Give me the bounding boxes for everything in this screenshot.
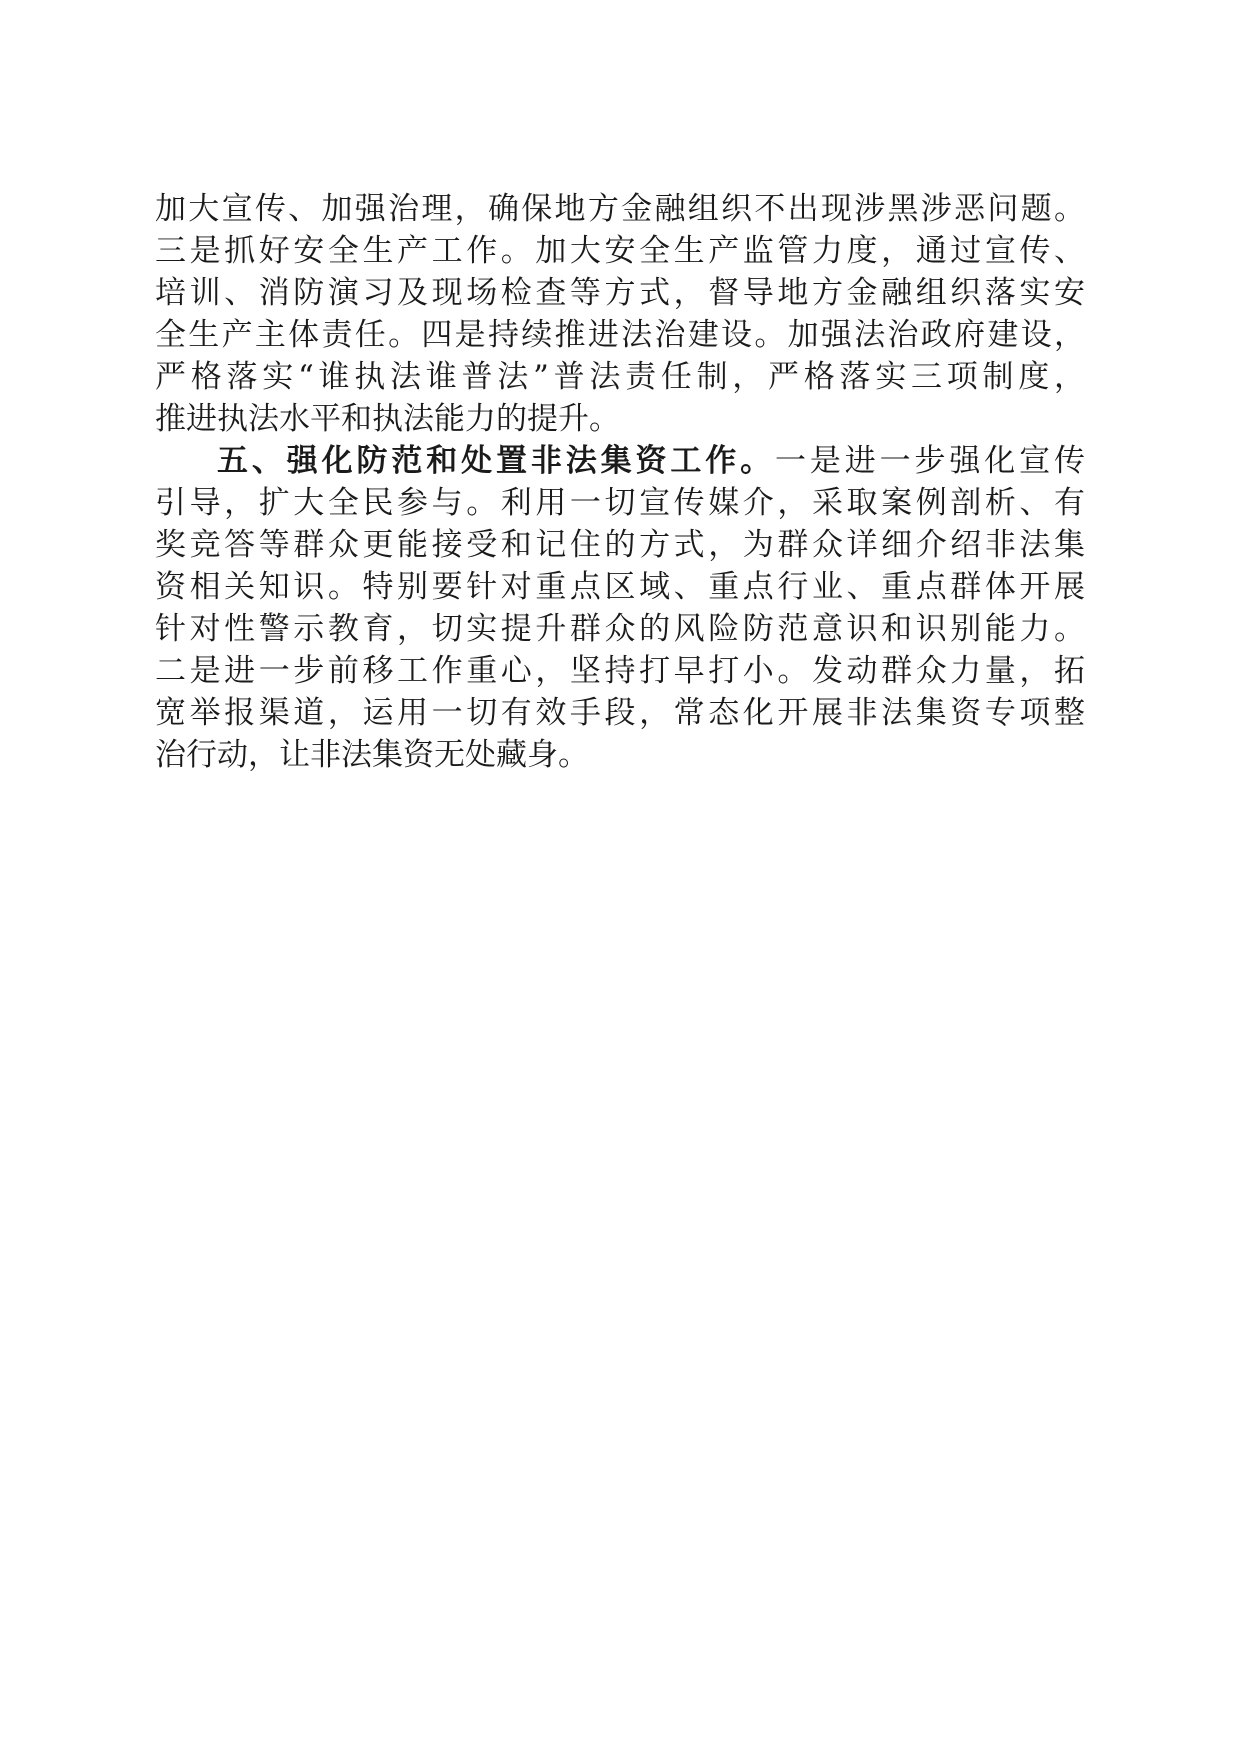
text-line: 推进执法水平和执法能力的提升。 [155,401,620,437]
paragraph-1 [155,188,1085,440]
text-line: 二是进一步前移工作重心，坚持打早打小。发动群众力量，拓 [155,653,1085,689]
text-line [155,440,1085,482]
text-line: 加大宣传、加强治理，确保地方金融组织不出现涉黑涉恶问题。 [155,191,1085,227]
section-heading: 五、强化防范和处置非法集资工作。 [217,443,775,479]
text-line: 资相关知识。特别要针对重点区域、重点行业、重点群体开展 [155,569,1085,605]
text-line: 奖竞答等群众更能接受和记住的方式，为群众详细介绍非法集 [155,527,1085,563]
text-line: 培训、消防演习及现场检查等方式，督导地方金融组织落实安 [155,275,1085,311]
text-line: 宽举报渠道，运用一切有效手段，常态化开展非法集资专项整 [155,695,1085,731]
text-line: 严格落实“谁执法谁普法”普法责任制，严格落实三项制度， [155,359,1085,395]
text-line: 三是抓好安全生产工作。加大安全生产监管力度，通过宣传、 [155,233,1085,269]
text-line: 治行动，让非法集资无处藏身。 [155,737,589,773]
heading-line-rest: 一是进一步强化宣传 [775,443,1085,479]
body-text [155,188,1085,776]
paragraph-2 [155,440,1085,776]
text-line: 针对性警示教育，切实提升群众的风险防范意识和识别能力。 [155,611,1085,647]
text-line: 引导，扩大全民参与。利用一切宣传媒介，采取案例剖析、有 [155,485,1085,521]
text-line: 全生产主体责任。四是持续推进法治建设。加强法治政府建设， [155,317,1085,353]
